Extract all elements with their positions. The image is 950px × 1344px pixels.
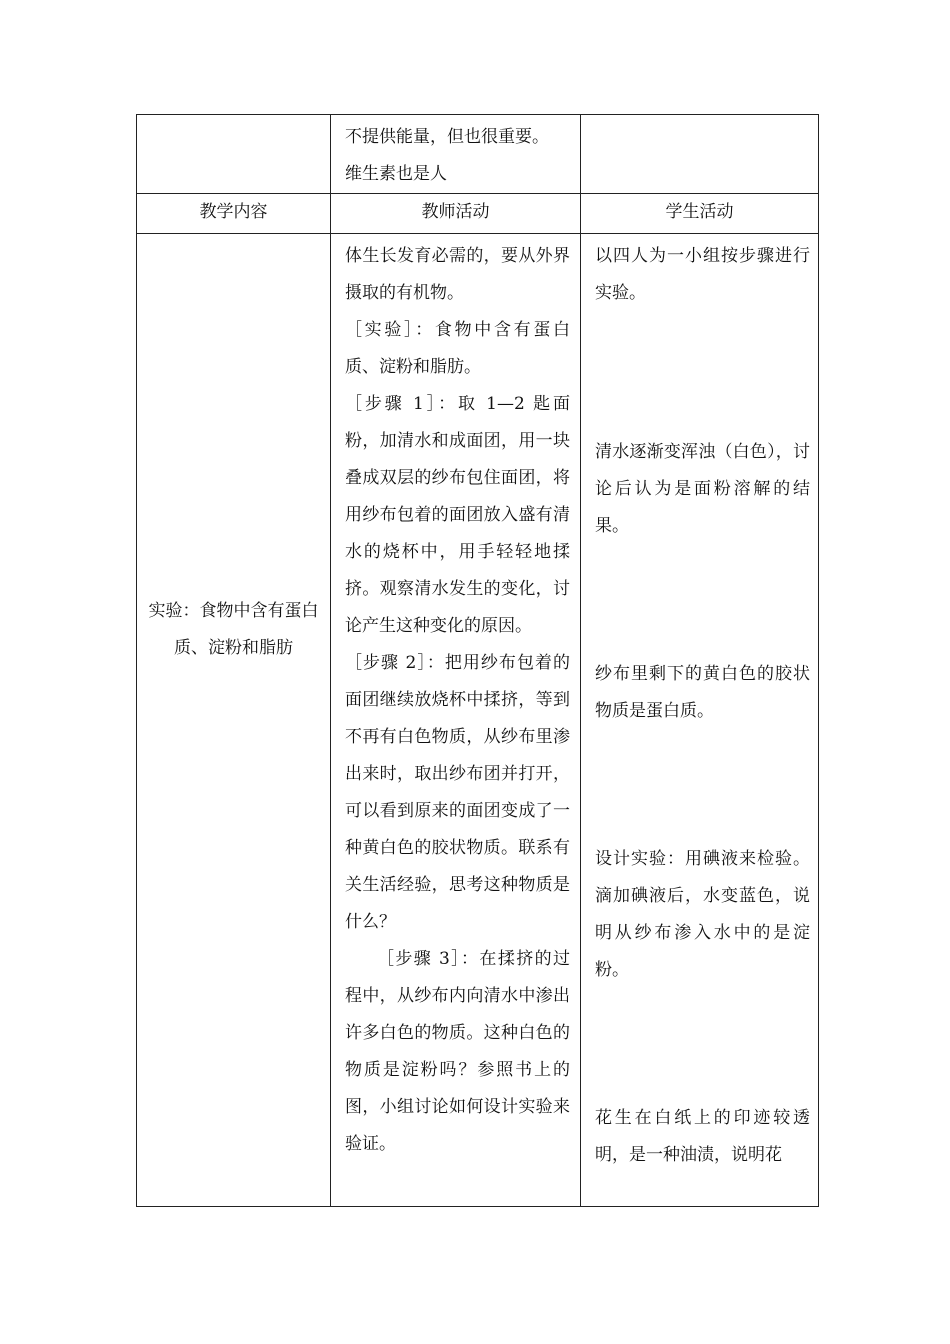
table-row-experiment <box>137 234 819 1207</box>
teacher-step-3: ［步骤 3］：在揉挤的过程中，从纱布内向清水中渗出许多白色的物质。这种白色的物质是淀粉吗？参照书上的图，小组讨论如何设计实验来验证。 <box>345 949 570 1154</box>
cell-student-empty <box>581 115 819 194</box>
teacher-line: 不提供能量，但也很重要。 <box>345 127 549 147</box>
teacher-step-1: ［步骤 1］：取 1—2 匙面粉，加清水和成面团，用一块叠成双层的纱布包住面团，将用纱布包着的面团放入盛有清水的烧杯中，用手轻轻地揉挤。观察清水发生的变化，讨论产生这种变化的原因。 <box>345 394 570 636</box>
cell-content-empty <box>137 115 331 194</box>
table-header-row <box>137 194 819 234</box>
student-activity-2: 清水逐渐变浑浊（白色），讨论后认为是面粉溶解的结果。 <box>595 442 810 536</box>
student-activity-3: 纱布里剩下的黄白色的胶状物质是蛋白质。 <box>595 664 810 721</box>
cell-teacher-continuation <box>331 115 581 194</box>
cell-teaching-content <box>137 234 331 1207</box>
content-text: 实验：食物中含有蛋白质、淀粉和脂肪 <box>148 601 319 658</box>
teacher-line: 维生素也是人 <box>345 164 447 184</box>
lesson-plan-table <box>136 114 819 1207</box>
header-teaching-content: 教学内容 <box>137 194 331 234</box>
header-student-activity: 学生活动 <box>581 194 819 234</box>
table-row-continuation <box>137 115 819 194</box>
student-activity-5: 花生在白纸上的印迹较透明，是一种油渍，说明花 <box>595 1108 810 1165</box>
teacher-experiment-title: ［实验］：食物中含有蛋白质、淀粉和脂肪。 <box>345 320 570 377</box>
student-activity-4: 设计实验：用碘液来检验。滴加碘液后，水变蓝色，说明从纱布渗入水中的是淀粉。 <box>595 849 810 980</box>
cell-student-activity <box>581 234 819 1207</box>
cell-teacher-activity <box>331 234 581 1207</box>
student-activity-1: 以四人为一小组按步骤进行实验。 <box>595 246 810 303</box>
header-teacher-activity: 教师活动 <box>331 194 581 234</box>
teacher-intro: 体生长发育必需的，要从外界摄取的有机物。 <box>345 246 570 303</box>
teacher-step-2: ［步骤 2］：把用纱布包着的面团继续放烧杯中揉挤，等到不再有白色物质，从纱布里渗出来时，取出纱布团并打开，可以看到原来的面团变成了一种黄白色的胶状物质。联系有关生活经验，思考这种物质是什么？ <box>345 653 570 932</box>
